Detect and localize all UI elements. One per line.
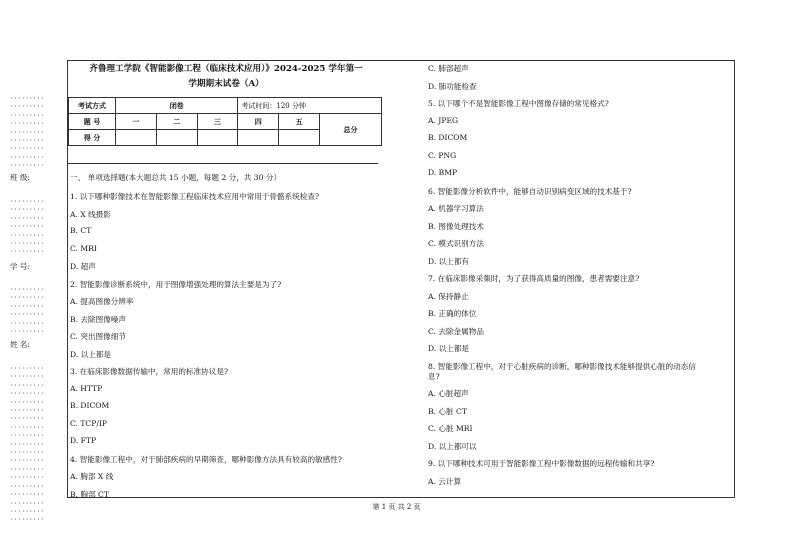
answer-option: D. FTP bbox=[70, 436, 97, 445]
score-cell bbox=[116, 130, 157, 146]
exam-title bbox=[70, 62, 382, 92]
score-cell bbox=[156, 130, 197, 146]
binding-dots: ········· ········· ········· ········· ········· ········· ········· bbox=[10, 198, 45, 256]
section-divider bbox=[68, 163, 378, 164]
answer-option: A. HTTP bbox=[70, 383, 103, 393]
answer-option: B. DICOM bbox=[70, 401, 110, 410]
answer-option: D. 以上都是 bbox=[70, 349, 112, 359]
answer-option: C. 模式识别方法 bbox=[428, 239, 484, 248]
question-text: 4. 智能影像工程中，对于肺部疾病的早期筛查，哪种影像方法具有较高的敏感性? bbox=[70, 454, 342, 464]
answer-option: A. JPEG bbox=[428, 115, 459, 125]
answer-option: D. 以上都是 bbox=[428, 344, 470, 353]
binding-dots: ········· ········· ········· ········· ········· ········· bbox=[10, 286, 45, 336]
section-col-3: 三 bbox=[197, 114, 238, 130]
exam-mode-value: 闭卷 bbox=[116, 98, 238, 114]
answer-option: B. 心脏 CT bbox=[428, 406, 467, 416]
question-text: 1. 以下哪种影像技术在智能影像工程临床技术应用中常用于骨骼系统检查? bbox=[70, 192, 320, 201]
section-col-4: 四 bbox=[238, 114, 279, 130]
question-text: 2. 智能影像诊断系统中，用于图像增强处理的算法主要是为了? bbox=[70, 279, 282, 289]
answer-option: B. 胸部 CT bbox=[70, 489, 109, 499]
section-col-2: 二 bbox=[156, 114, 197, 130]
score-cell bbox=[238, 130, 279, 146]
answer-option: A. 保持静止 bbox=[428, 291, 469, 301]
id-label: 学 号: bbox=[10, 262, 30, 271]
class-label: 班 级: bbox=[10, 173, 30, 182]
row-title-label: 题 号 bbox=[69, 114, 116, 130]
answer-option: B. 去除图像噪声 bbox=[70, 314, 126, 324]
question-text: 7. 在临床影像采集时，为了获得高质量的图像，患者需要注意? bbox=[428, 274, 640, 283]
answer-option: C. MRI bbox=[70, 243, 97, 253]
score-table bbox=[68, 97, 382, 146]
answer-option: B. DICOM bbox=[428, 133, 468, 142]
answer-option: D. 超声 bbox=[70, 262, 96, 271]
binding-dots: ········· ········· ········· ········· ········· ········· ········· ········· ········· bbox=[10, 95, 45, 170]
score-cell bbox=[279, 130, 320, 146]
answer-option: C. 心脏 MRI bbox=[428, 424, 473, 433]
question-text: 3. 在临床影像数据传输中，常用的标准协议是? bbox=[70, 367, 229, 376]
section-col-5: 五 bbox=[279, 114, 320, 130]
binding-dots: ········· ········· ········· ········· ········· ········· ········· ········· ········· ········· ········· ········· ········· ········· ········· ········· ········· ········· ········· bbox=[10, 365, 45, 524]
exam-mode-label: 考试方式 bbox=[69, 98, 116, 114]
answer-option: B. 图像处理技术 bbox=[428, 221, 484, 231]
question-text: 9. 以下哪种技术可用于智能影像工程中影像数据的远程传输和共享? bbox=[428, 459, 655, 468]
question-text: 8. 智能影像工程中，对于心脏疾病的诊断，哪种影像技术能够提供心脏的动态信 bbox=[428, 361, 696, 371]
answer-option: C. 肺部超声 bbox=[428, 64, 469, 73]
answer-option: A. 云计算 bbox=[428, 476, 462, 486]
section1-heading: 一、 单项选择题(本大题总共 15 小题，每题 2 分，共 30 分） bbox=[70, 173, 282, 182]
title-line-2: 学期期末试卷（A） bbox=[188, 79, 264, 89]
answer-option: C. 去除金属物品 bbox=[428, 326, 484, 336]
score-label: 得 分 bbox=[69, 130, 116, 146]
answer-option: C. 突出图像细节 bbox=[70, 332, 126, 341]
answer-option: A. 提高图像分辨率 bbox=[70, 297, 134, 306]
page-footer: 第 1 页 共 2 页 bbox=[372, 503, 421, 511]
exam-time: 考试时间：120 分钟 bbox=[238, 98, 382, 114]
score-cell bbox=[197, 130, 238, 146]
total-label: 总分 bbox=[320, 114, 382, 146]
section-col-1: 一 bbox=[116, 114, 157, 130]
answer-option: D. BMP bbox=[428, 168, 458, 177]
answer-option: D. 以上都有 bbox=[428, 256, 470, 266]
question-text-cont: 息? bbox=[428, 371, 440, 381]
answer-option: A. 机器学习算法 bbox=[428, 204, 484, 213]
answer-option: D. 以上都可以 bbox=[428, 441, 477, 451]
answer-option: C. TCP/IP bbox=[70, 418, 108, 428]
question-text: 5. 以下哪个不是智能影像工程中图像存储的常见格式? bbox=[428, 99, 609, 108]
question-text: 6. 智能影像分析软件中，能够自动识别病变区域的技术基于? bbox=[428, 186, 632, 196]
answer-option: A. X 线摄影 bbox=[70, 209, 111, 219]
name-label: 姓 名: bbox=[10, 340, 30, 349]
answer-option: D. 肺功能检查 bbox=[428, 81, 477, 91]
answer-option: C. PNG bbox=[428, 150, 457, 160]
answer-option: A. 胸部 X 线 bbox=[70, 472, 114, 481]
answer-option: B. CT bbox=[70, 226, 92, 235]
title-line-1: 齐鲁理工学院《智能影像工程（临床技术应用）》2024-2025 学年第一 bbox=[89, 64, 363, 74]
answer-option: B. 正确的体位 bbox=[428, 309, 477, 318]
answer-option: A. 心脏超声 bbox=[428, 389, 469, 398]
